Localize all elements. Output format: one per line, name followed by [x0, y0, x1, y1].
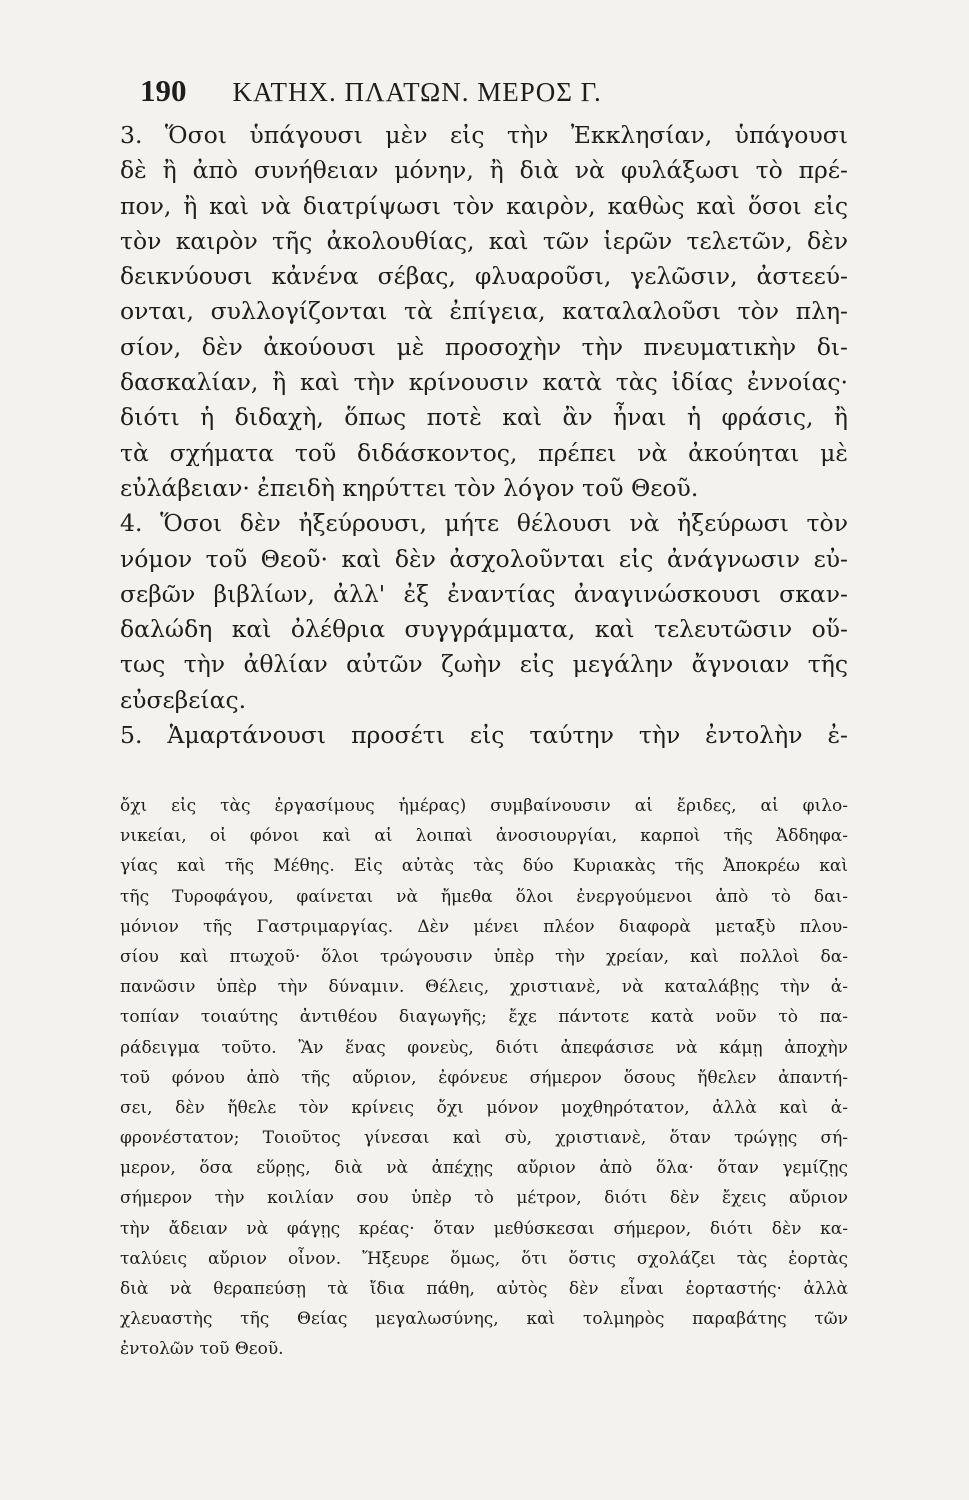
- footnote-line: γίας καὶ τῆς Μέθης. Εἰς αὐτὰς τὰς δύο Κυριακὰς τῆς Ἀποκρέω καὶ: [120, 856, 848, 877]
- text-line: σίον, δὲν ἀκούουσι μὲ προσοχὴν τὴν πνευματικὴν δι-: [120, 332, 848, 361]
- footnote: [120, 791, 848, 1365]
- text-line: τὸν καιρὸν τῆς ἀκολουθίας, καὶ τῶν ἱερῶν τελετῶν, δὲν: [120, 226, 848, 255]
- footnote-line: τοπίαν τοιαύτης ἀντιθέου διαγωγῆς; ἔχε πάντοτε κατὰ νοῦν τὸ πα-: [120, 1007, 848, 1028]
- footnote-line: νικείαι, οἱ φόνοι καὶ αἱ λοιπαὶ ἀνοσιουργίαι, καρποὶ τῆς Ἀδδηφα-: [120, 826, 848, 847]
- main-text: [120, 118, 848, 753]
- footnote-line: τοῦ φόνου ἀπὸ τῆς αὔριον, ἐφόνευε σήμερον ὅσους ἤθελεν ἀπαντή-: [120, 1067, 848, 1088]
- text-line: δεικνύουσι κἀνένα σέβας, φλυαροῦσι, γελῶσιν, ἀστεεύ-: [120, 262, 848, 291]
- footnote-line: ὄχι εἰς τὰς ἐργασίμους ἡμέρας) συμβαίνουσιν αἱ ἔριδες, αἱ φιλο-: [120, 796, 848, 816]
- footnote-line: τὴν ἄδειαν νὰ φάγῃς κρέας· ὅταν μεθύσκεσαι σήμερον, διότι δὲν κα-: [120, 1218, 848, 1239]
- footnote-line: σίου καὶ πτωχοῦ· ὅλοι τρώγουσιν ὑπὲρ τὴν χρείαν, καὶ πολλοὶ δα-: [120, 946, 848, 967]
- text-line: νόμον τοῦ Θεοῦ· καὶ δὲν ἀσχολοῦνται εἰς ἀνάγνωσιν εὐ-: [120, 544, 848, 573]
- footnote-line: σήμερον τὴν κοιλίαν σου ὑπὲρ τὸ μέτρον, διότι δὲν ἔχεις αὔριον: [120, 1188, 848, 1209]
- footnote-line: φρονέστατον; Τοιοῦτος γίνεσαι καὶ σὺ, χριστιανὲ, ὅταν τρώγῃς σή-: [120, 1128, 848, 1149]
- text-line: σεβῶν βιβλίων, ἀλλ' ἐξ ἐναντίας ἀναγινώσκουσι σκαν-: [120, 579, 848, 608]
- footnote-line: ταλύεις αὔριον οἶνον. Ἤξευρε ὅμως, ὅτι ὅστις σχολάζει τὰς ἑορτὰς: [120, 1248, 848, 1269]
- footnote-line: μόνιον τῆς Γαστριμαργίας. Δὲν μένει πλέον διαφορὰ μεταξὺ πλου-: [120, 916, 848, 937]
- footnote-line: χλευαστὴς τῆς Θείας μεγαλωσύνης, καὶ τολμηρὸς παραβάτης τῶν: [120, 1309, 848, 1330]
- footnote-line: σει, δὲν ἤθελε τὸν κρίνεις ὄχι μόνον μοχθηρότατον, ἀλλὰ καὶ ἀ-: [120, 1097, 848, 1118]
- text-line: 3. Ὅσοι ὑπάγουσι μὲν εἰς τὴν Ἐκκλησίαν, ὑπάγουσι: [120, 121, 848, 149]
- text-line: διότι ἡ διδαχὴ, ὅπως ποτὲ καὶ ἂν ἦναι ἡ φράσις, ἢ: [120, 403, 848, 432]
- text-line: πον, ἢ καὶ νὰ διατρίψωσι τὸν καιρὸν, καθὼς καὶ ὅσοι εἰς: [120, 191, 848, 220]
- text-line: εὐσεβείας.: [120, 685, 247, 714]
- text-line: 5. Ἁμαρτάνουσι προσέτι εἰς ταύτην τὴν ἐντολὴν ἐ-: [120, 721, 848, 750]
- footnote-line: διὰ νὰ θεραπεύσῃ τὰ ἴδια πάθη, αὐτὸς δὲν εἶναι ἑορταστής· ἀλλὰ: [120, 1279, 848, 1299]
- page-header: [140, 73, 840, 113]
- footnote-line: μερον, ὅσα εὕρῃς, διὰ νὰ ἀπέχῃς αὔριον ἀπὸ ὅλα· ὅταν γεμίζῃς: [120, 1158, 848, 1179]
- footnote-line: ράδειγμα τοῦτο. Ἂν ἕνας φονεὺς, διότι ἀπεφάσισε νὰ κάμῃ ἀποχὴν: [120, 1037, 848, 1058]
- footnote-line: τῆς Τυροφάγου, φαίνεται νὰ ἤμεθα ὅλοι ἐνεργούμενοι ἀπὸ τὸ δαι-: [120, 886, 848, 907]
- text-line: εὐλάβειαν· ἐπειδὴ κηρύττει τὸν λόγον τοῦ Θεοῦ.: [120, 473, 699, 502]
- text-line: δασκαλίαν, ἢ καὶ τὴν κρίνουσιν κατὰ τὰς ἰδίας ἐννοίας·: [120, 368, 848, 397]
- text-line: δαλώδη καὶ ὀλέθρια συγγράμματα, καὶ τελευτῶσιν οὕ-: [120, 615, 848, 644]
- text-line: 4. Ὅσοι δὲν ἠξεύρουσι, μήτε θέλουσι νὰ ἠξεύρωσι τὸν: [120, 509, 848, 538]
- text-line: ονται, συλλογίζονται τὰ ἐπίγεια, καταλαλοῦσι τὸν πλη-: [120, 297, 848, 326]
- text-line: τως τὴν ἀθλίαν αὐτῶν ζωὴν εἰς μεγάλην ἄγνοιαν τῆς: [120, 650, 848, 679]
- text-line: δὲ ἢ ἀπὸ συνήθειαν μόνην, ἢ διὰ νὰ φυλάξωσι τὸ πρέ-: [120, 156, 848, 185]
- running-head: ΚΑΤΗΧ. ΠΛΑΤΩΝ. ΜΕΡΟΣ Γ.: [232, 77, 602, 107]
- footnote-line: πανῶσιν ὑπὲρ τὴν δύναμιν. Θέλεις, χριστιανὲ, νὰ καταλάβῃς τὴν ἀ-: [120, 977, 848, 998]
- footnote-line: ἐντολῶν τοῦ Θεοῦ.: [120, 1339, 284, 1360]
- text-line: τὰ σχήματα τοῦ διδάσκοντος, πρέπει νὰ ἀκούηται μὲ: [120, 438, 848, 467]
- page-number: 190: [140, 73, 187, 108]
